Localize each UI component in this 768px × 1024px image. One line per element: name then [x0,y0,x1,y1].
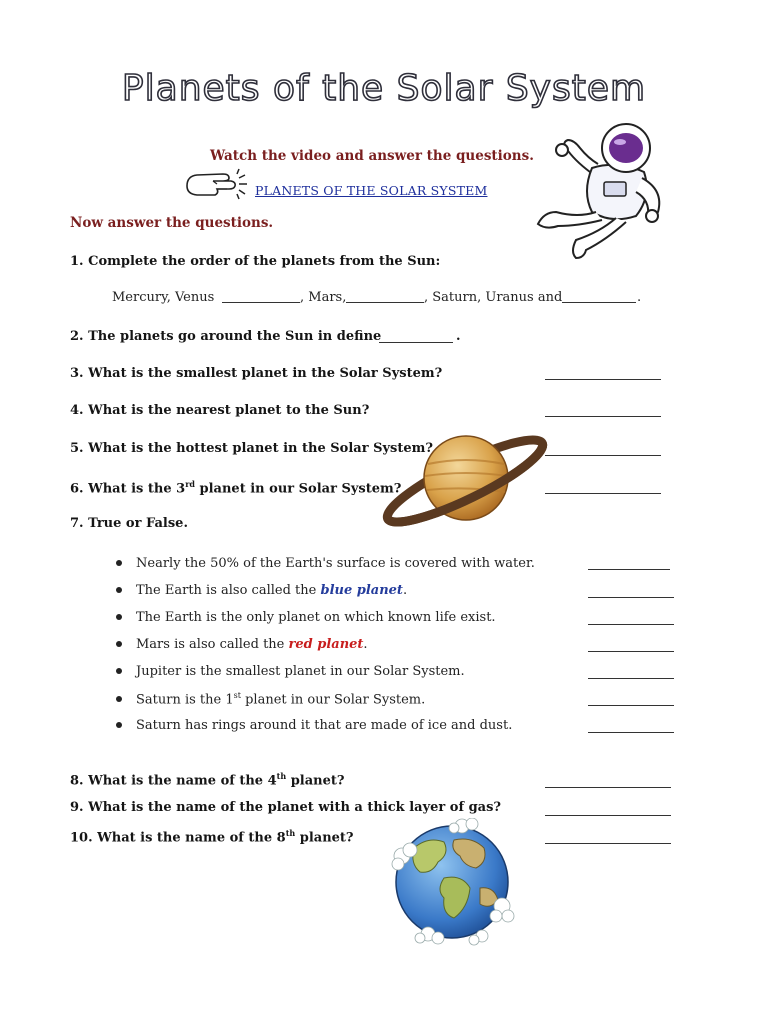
answer-line[interactable] [545,416,661,417]
intro-instruction: Watch the video and answer the questions. [210,148,534,164]
astronaut-illustration [526,120,674,262]
question-7: 7. True or False. [70,516,188,531]
answer-line[interactable] [588,624,674,625]
q1-seq-1: Mercury, Venus [112,290,215,305]
question-4: 4. What is the nearest planet to the Sun? [70,403,370,418]
section-heading: Now answer the questions. [70,215,274,231]
answer-line[interactable] [379,342,453,343]
question-6: 6. What is the 3rd planet in our Solar System? [70,479,402,497]
answer-line[interactable] [545,379,661,380]
tf-statement-1: Nearly the 50% of the Earth's surface is covered with water. [116,556,535,571]
q1-seq-2: , Mars, [300,290,347,305]
bullet-icon [116,722,122,728]
q1-seq-4: . [637,290,642,305]
answer-line[interactable] [545,493,661,494]
q1-seq-3: , Saturn, Uranus and [424,290,563,305]
page-title: Planets of the Solar System [121,68,647,109]
answer-line[interactable] [545,815,671,816]
tf-statement-5: Jupiter is the smallest planet in our Solar System. [116,664,465,679]
bullet-icon [116,668,122,674]
bullet-icon [116,560,122,566]
question-3: 3. What is the smallest planet in the Solar System? [70,366,443,381]
tf-statement-7: Saturn has rings around it that are made of ice and dust. [116,718,512,733]
answer-line[interactable] [545,455,661,456]
bullet-icon [116,614,122,620]
answer-line[interactable] [545,787,671,788]
answer-line[interactable] [545,843,671,844]
saturn-illustration [378,420,552,542]
tf-statement-3: The Earth is the only planet on which known life exist. [116,610,496,625]
answer-line[interactable] [588,705,674,706]
bullet-icon [116,696,122,702]
question-2: 2. The planets go around the Sun in define [70,329,382,344]
question-8: 8. What is the name of the 4th planet? [70,771,345,789]
q2-end: . [456,329,461,344]
tf-statement-4: Mars is also called the red planet. [116,637,368,652]
bullet-icon [116,587,122,593]
answer-line[interactable] [588,597,674,598]
answer-line[interactable] [588,678,674,679]
tf-statement-2: The Earth is also called the blue planet. [116,583,407,598]
answer-line[interactable] [346,302,424,303]
answer-line[interactable] [562,302,636,303]
answer-line[interactable] [588,732,674,733]
question-1: 1. Complete the order of the planets from the Sun: [70,254,441,269]
tf-statement-6: Saturn is the 1st planet in our Solar System. [116,691,425,707]
answer-line[interactable] [588,569,670,570]
earth-illustration [384,818,520,948]
video-link[interactable]: PLANETS OF THE SOLAR SYSTEM [255,183,488,198]
answer-line[interactable] [588,651,674,652]
question-5: 5. What is the hottest planet in the Solar System? [70,441,433,456]
answer-line[interactable] [222,302,300,303]
pointing-hand-icon [183,166,255,200]
question-9: 9. What is the name of the planet with a thick layer of gas? [70,800,502,815]
bullet-icon [116,641,122,647]
question-10: 10. What is the name of the 8th planet? [70,828,354,846]
